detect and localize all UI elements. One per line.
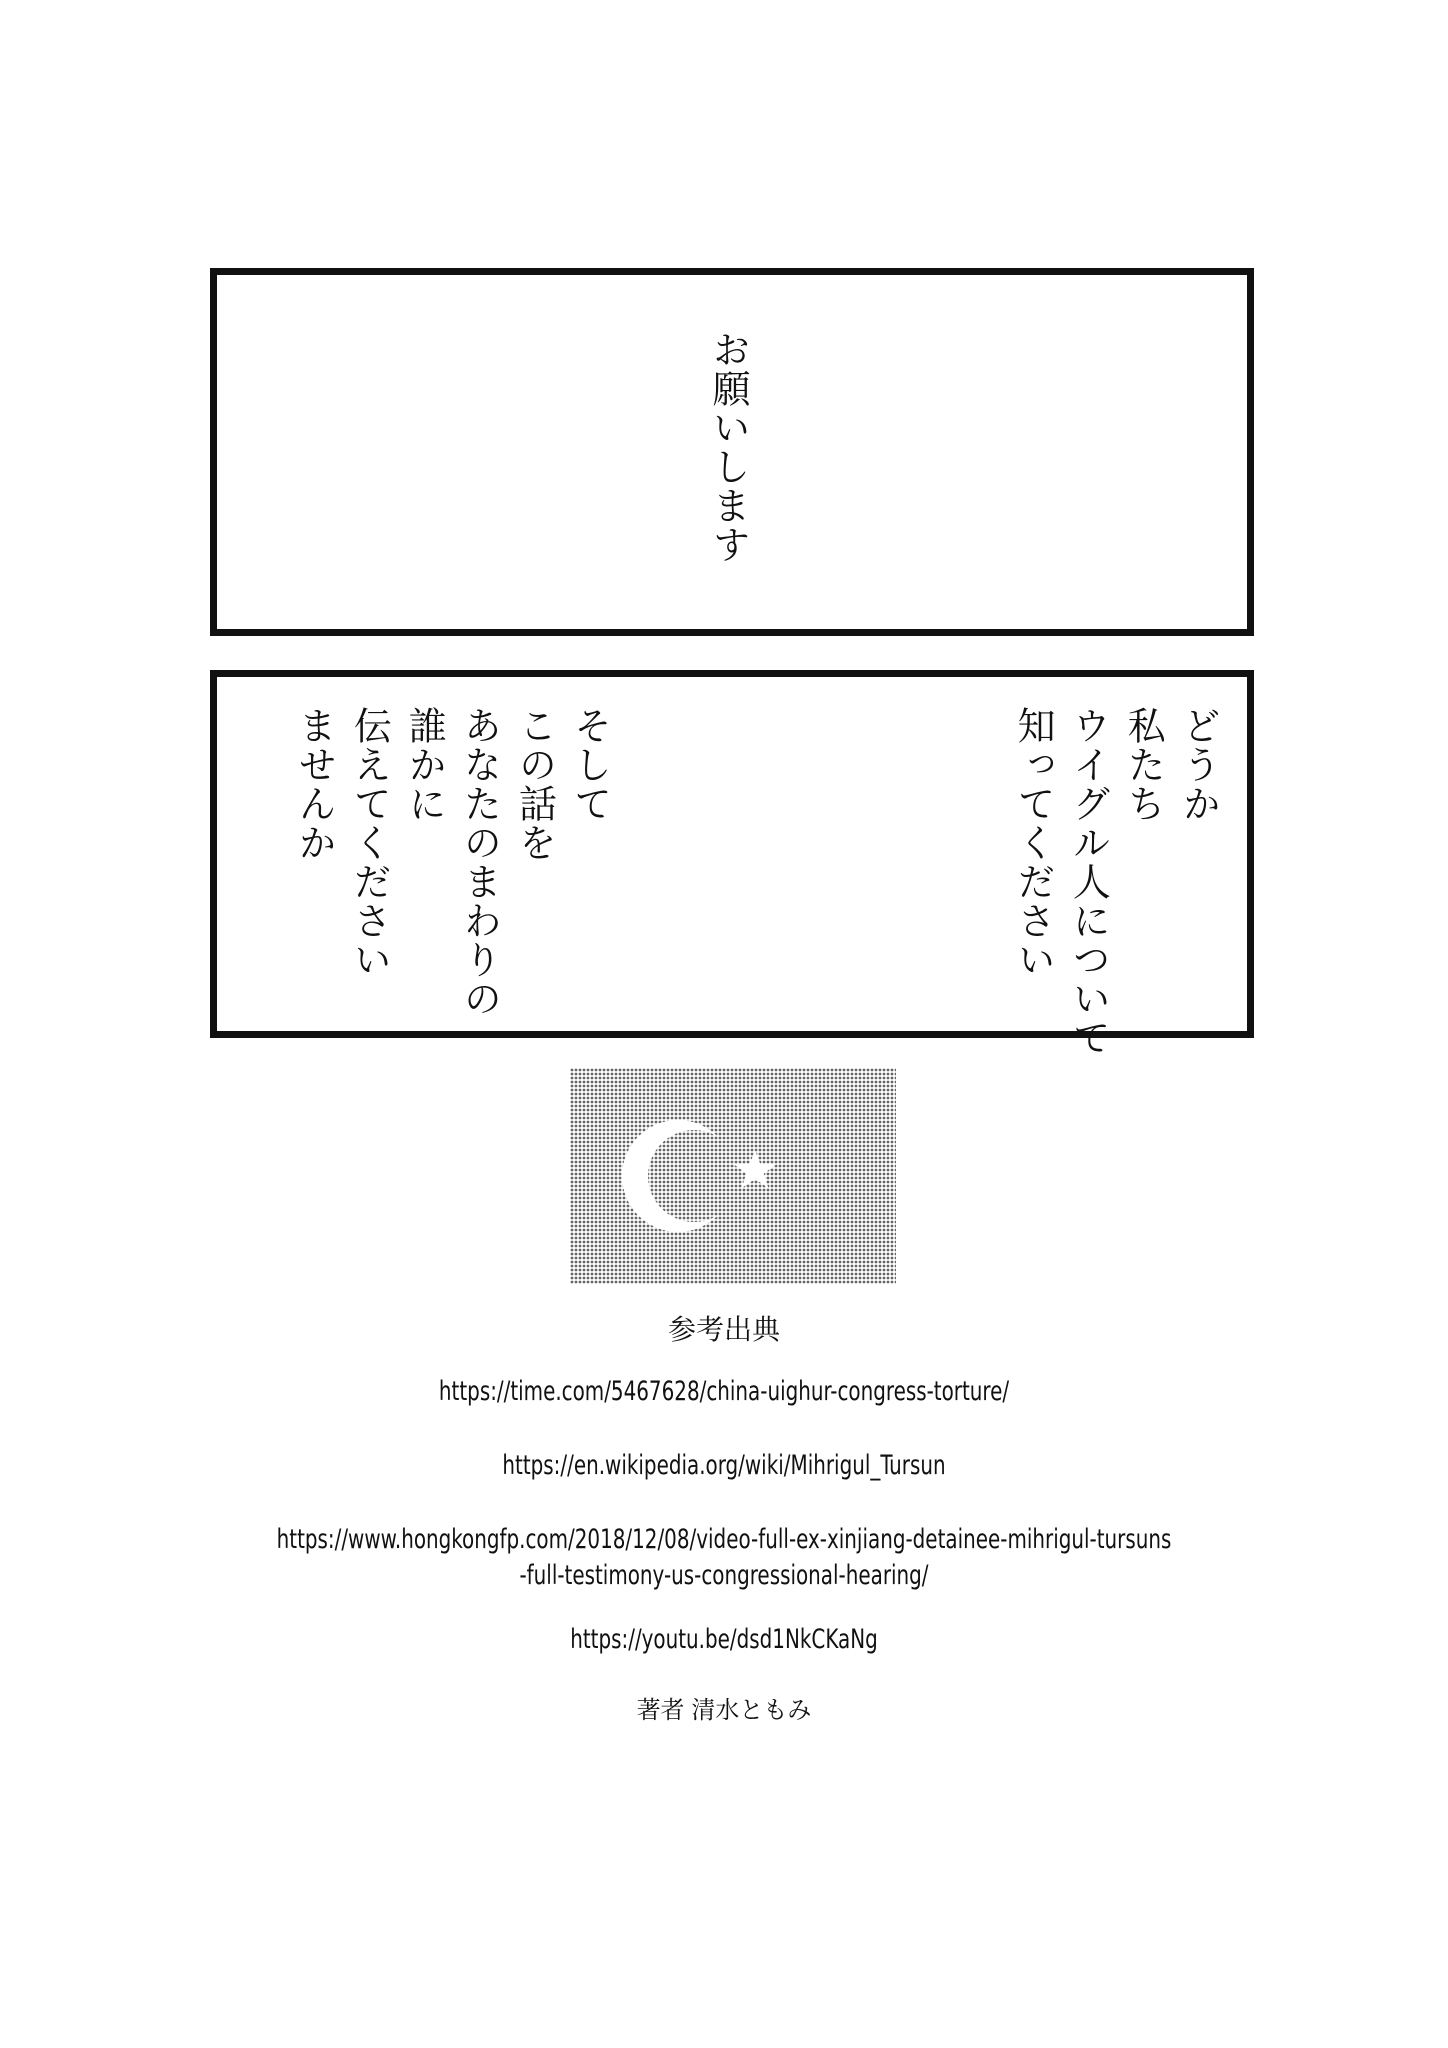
author-credit: 著者 清水ともみ (636, 1696, 812, 1724)
crescent-and-star-flag-icon (570, 1068, 896, 1284)
reference-link-continued[interactable]: -full-testimony-us-congressional-hearing/ (519, 1560, 929, 1591)
plea-text: お願いします (706, 330, 751, 564)
reference-link[interactable]: https://time.com/5467628/china-uighur-congress-torture/ (438, 1376, 1010, 1407)
references-heading: 参考出典 (667, 1313, 780, 1346)
reference-link[interactable]: https://youtu.be/dsd1NkCKaNg (570, 1624, 878, 1655)
reference-link[interactable]: https://en.wikipedia.org/wiki/Mihrigul_Tursun (502, 1450, 946, 1481)
reference-link[interactable]: https://www.hongkongfp.com/2018/12/08/video-full-ex-xinjiang-detainee-mihrigul-tursuns (276, 1524, 1172, 1555)
request-share-text: そして この話を あなたのまわりの 誰かに 伝えてください ませんか (292, 706, 612, 1018)
request-know-text: どうか 私たち ウイグル人について 知ってください (1011, 706, 1221, 1057)
